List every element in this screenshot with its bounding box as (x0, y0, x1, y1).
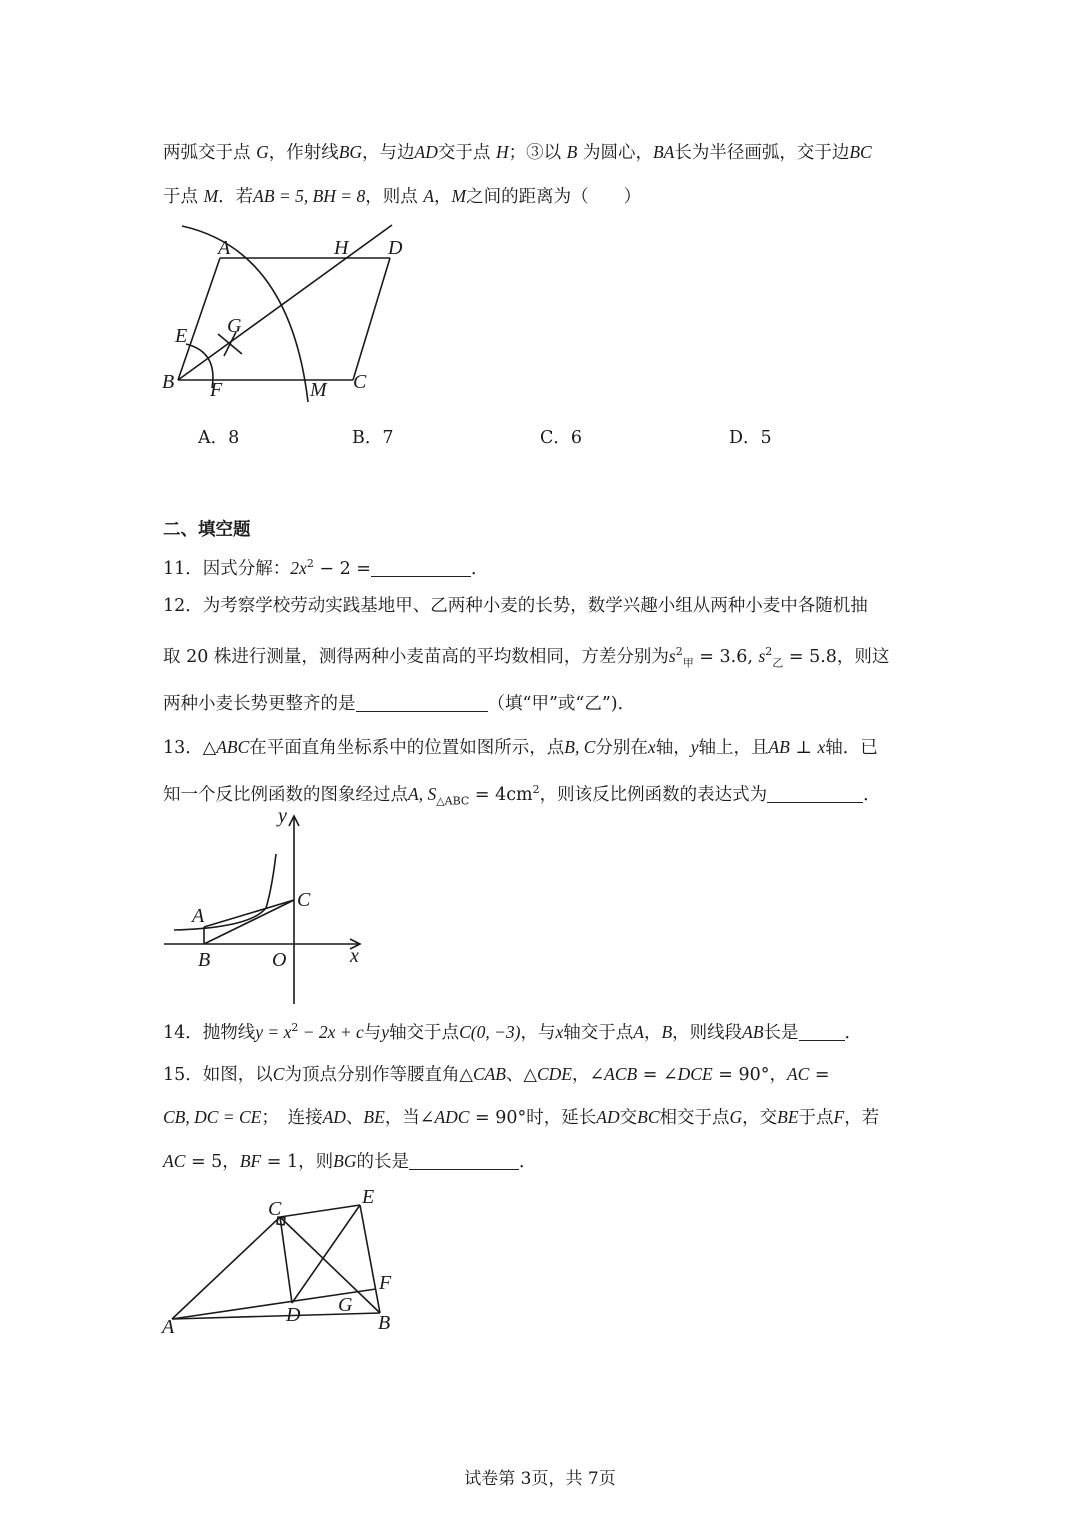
math: BA (652, 142, 675, 162)
label-f: F (210, 379, 223, 401)
text: ．若 (218, 187, 254, 207)
math: △ABC (436, 794, 470, 808)
text: ，则这 (836, 646, 890, 667)
text: 长是 (763, 1022, 799, 1043)
segment-ab (178, 258, 220, 380)
math: AD (322, 1107, 346, 1127)
math: 2 (532, 783, 540, 796)
segment-bc (204, 900, 294, 944)
math: BG (333, 1151, 357, 1171)
text: ． (844, 1022, 863, 1043)
text: 于点 (798, 1108, 834, 1128)
q12-line-3 (163, 692, 635, 716)
math: ACB (604, 1064, 638, 1084)
text: ． (518, 1152, 537, 1172)
text: ． (863, 784, 881, 805)
text: 相交于点 (659, 1108, 730, 1128)
label-b: B (198, 949, 211, 971)
math: ABC (216, 737, 250, 757)
q12-line-2 (163, 640, 889, 675)
label-a: A (192, 905, 205, 927)
math: AD (596, 1107, 620, 1127)
label-e: E (362, 1186, 375, 1208)
label-o: O (272, 949, 287, 971)
answer-blank[interactable] (409, 1151, 519, 1170)
text: ，则该反比例函数的表达式为 (539, 784, 768, 805)
math: AC (163, 1151, 186, 1171)
math: = 5.8 (783, 646, 837, 667)
segment-ca (172, 1217, 280, 1319)
text: 、 (345, 1108, 364, 1128)
text: 长为半径画弧，交于边 (674, 143, 850, 163)
label-d: D (388, 237, 403, 259)
math: 甲 (682, 656, 694, 670)
hyperbola-curve (174, 854, 276, 930)
q15-line-2 (163, 1105, 879, 1130)
text: 轴， (655, 738, 691, 758)
math: x (817, 737, 826, 757)
text: 交 (619, 1108, 638, 1128)
math: BE (363, 1107, 385, 1127)
label-x: x (350, 945, 359, 967)
math: BC (849, 142, 872, 162)
option-c: C．6 (540, 428, 583, 448)
math: M (203, 186, 219, 206)
math: H (495, 142, 509, 162)
label-c: C (297, 889, 311, 911)
answer-blank[interactable] (371, 558, 471, 577)
label-g: G (338, 1294, 353, 1316)
math: A (423, 186, 435, 206)
text: ，则点 (365, 187, 418, 207)
text: ，则线段 (672, 1022, 743, 1043)
math: AC (786, 1064, 810, 1084)
math: B, C (564, 737, 596, 757)
text: 与 (363, 1022, 382, 1043)
option-a: A．8 (198, 428, 240, 448)
text: 14．抛物线 (163, 1022, 256, 1043)
math: 2 (291, 1021, 299, 1034)
text: ，若 (844, 1108, 880, 1128)
math: y (690, 737, 699, 757)
label-a: A (162, 1316, 175, 1338)
text: ． (470, 558, 489, 579)
math: ADC (434, 1107, 470, 1127)
label-b: B (378, 1312, 391, 1334)
label-f: F (379, 1272, 392, 1294)
text: 为圆心， (582, 143, 653, 163)
math: AB (768, 737, 790, 757)
text: 轴交于点 (563, 1022, 634, 1043)
math: x (555, 1021, 564, 1042)
text: ， (434, 187, 452, 207)
text: 的长是 (356, 1152, 409, 1172)
math: A, S (408, 783, 437, 804)
answer-blank[interactable] (356, 693, 488, 712)
label-c: C (268, 1198, 282, 1220)
label-b: B (162, 371, 175, 393)
math: − 2 = (313, 558, 371, 579)
math: s (758, 645, 766, 666)
label-y: y (278, 805, 287, 827)
label-m: M (310, 379, 327, 401)
q10-line-1 (163, 140, 872, 165)
text: （填“甲”或“乙”)． (487, 694, 636, 714)
math: C (272, 1064, 285, 1084)
option-b: B．7 (352, 428, 394, 448)
text: 12．为考察学校劳动实践基地甲、乙两种小麦的长势，数学兴趣小组从两种小麦中各随机抽 (163, 596, 868, 616)
label-a: A (218, 237, 231, 259)
label-c: C (353, 371, 367, 393)
text: ； 连接 (261, 1108, 323, 1128)
math: B (566, 142, 578, 162)
math: BG (338, 142, 363, 162)
math: = 3.6, (693, 646, 759, 667)
text: 轴上，且 (698, 738, 769, 758)
text: 为顶点分别作等腰直角△ (284, 1065, 473, 1085)
segment-cd (280, 1217, 292, 1303)
text: 两种小麦长势更整齐的是 (163, 694, 356, 714)
math: CB, DC = CE (163, 1107, 262, 1127)
math: = 4cm (469, 784, 533, 805)
text: 、△ (506, 1065, 537, 1085)
label-d: D (286, 1304, 301, 1326)
answer-blank[interactable] (799, 1022, 845, 1041)
section-heading: 二、填空题 (163, 520, 251, 540)
math: BE (777, 1107, 799, 1127)
math: − 2x + c (298, 1021, 364, 1042)
text: = 1，则 (261, 1152, 334, 1172)
text: 两弧交于点 (163, 143, 251, 163)
text: 取 20 株进行测量，测得两种小麦苗高的平均数相同，方差分别为 (163, 646, 669, 667)
text: 交于点 (437, 143, 491, 163)
math: = 90°， (712, 1065, 787, 1085)
math: F (833, 1107, 845, 1127)
math: CDE (536, 1064, 572, 1084)
q15-line-1 (163, 1062, 830, 1087)
text: 轴交于点 (389, 1022, 460, 1043)
segment-ce (280, 1205, 360, 1217)
q15-line-3 (163, 1149, 536, 1174)
text: 在平面直角坐标系中的位置如图所示，点 (249, 738, 565, 758)
text: 知一个反比例函数的图象经过点 (163, 784, 408, 805)
text: 分别在 (595, 738, 648, 758)
text: 之间的距离为（ ） (466, 187, 642, 207)
label-h: H (334, 237, 349, 259)
math: ⊥ (789, 738, 818, 758)
segment-de (292, 1205, 360, 1303)
math: BC (637, 1107, 660, 1127)
option-d: D．5 (729, 428, 772, 448)
math: = (809, 1065, 830, 1085)
page-footer: 试卷第 3页，共 7页 (464, 1469, 616, 1489)
text: 11．因式分解： (163, 558, 291, 579)
math: 2 (675, 645, 683, 658)
text: ，与 (520, 1022, 556, 1043)
segment-cd (353, 258, 390, 380)
answer-blank[interactable] (767, 784, 863, 803)
math: AD (414, 142, 438, 162)
math: M (451, 186, 467, 206)
text: ，作射线 (268, 143, 339, 163)
math: A (633, 1021, 644, 1042)
text: ， (643, 1022, 662, 1043)
math: x (647, 737, 656, 757)
math: B (661, 1021, 673, 1042)
math: = ∠ (637, 1065, 678, 1085)
text: = 5， (185, 1152, 240, 1172)
math: AB (742, 1021, 764, 1042)
math: s (668, 645, 676, 666)
q15-figure (160, 1185, 410, 1345)
text: ，当∠ (384, 1108, 435, 1128)
segment-ac (204, 900, 294, 927)
label-g: G (227, 315, 242, 337)
math: y (381, 1021, 390, 1042)
q10-line-2 (163, 184, 641, 209)
math: 2 (290, 557, 300, 578)
math: G (729, 1107, 743, 1127)
math: C(0, −3) (459, 1021, 521, 1042)
text: = 90°时，延长 (469, 1108, 597, 1128)
arc-ef (186, 344, 213, 388)
math: 2 (765, 645, 773, 658)
math: 2 (306, 557, 314, 570)
q10-figure (160, 230, 420, 405)
math: AB = 5, BH = 8 (253, 186, 366, 206)
q12-line-1 (163, 594, 868, 618)
q11 (163, 552, 488, 581)
q13-figure (160, 805, 380, 1008)
q13-line-1 (163, 735, 878, 760)
text: ，交 (742, 1108, 778, 1128)
math: x (299, 557, 307, 578)
math: DCE (677, 1064, 713, 1084)
math: CAB (472, 1064, 506, 1084)
text: ，与边 (362, 143, 415, 163)
text: 15．如图，以 (163, 1065, 273, 1085)
math: y = x (255, 1021, 292, 1042)
label-e: E (175, 325, 188, 347)
math: G (256, 142, 269, 162)
text: 轴．已 (825, 738, 878, 758)
text: 于点 (163, 187, 198, 207)
math: 乙 (772, 656, 784, 670)
text: ；③以 (508, 143, 562, 163)
text: ，∠ (571, 1065, 605, 1085)
text: 13．△ (163, 738, 217, 758)
q14 (163, 1016, 862, 1045)
math: BF (239, 1151, 262, 1171)
